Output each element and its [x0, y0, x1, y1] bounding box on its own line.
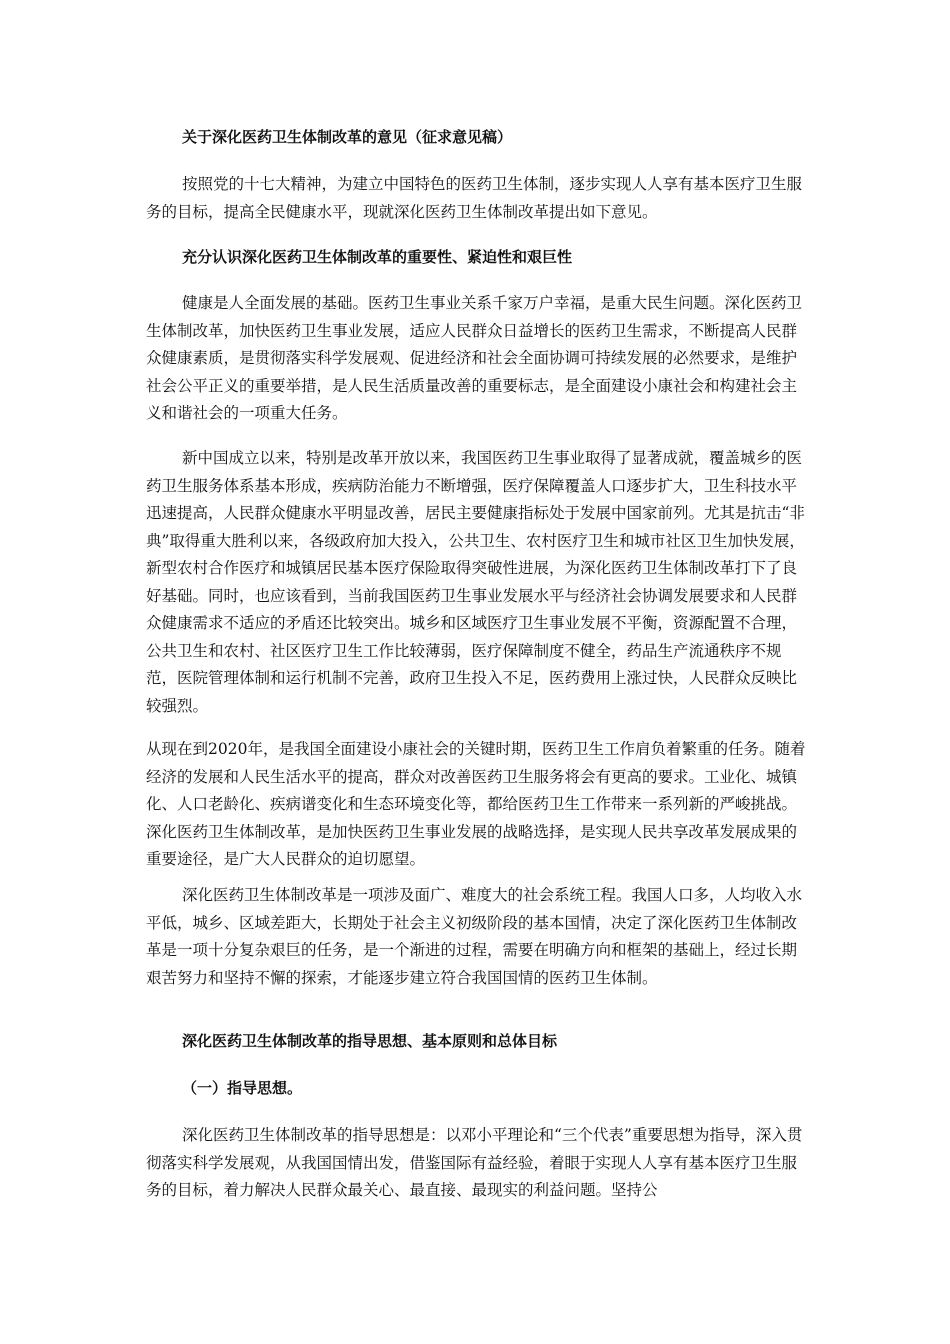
document-title: 关于深化医药卫生体制改革的意见（征求意见稿）	[182, 128, 513, 146]
section-heading-importance: 充分认识深化医药卫生体制改革的重要性、紧迫性和艰巨性	[182, 248, 573, 266]
paragraph-guiding-thought: 深化医药卫生体制改革的指导思想是：以邓小平理论和“三个代表”重要思想为指导，深入贯彻落实科学发展观，从我国国情出发，借鉴国际有益经验，着眼于实现人人享有基本医疗卫生服务的目标，着力解决人民群众最关心、最直接、最现实的利益问题。坚持公	[146, 1126, 803, 1199]
paragraph-achievements-and-problems: 新中国成立以来，特别是改革开放以来，我国医药卫生事业取得了显著成就，覆盖城乡的医药卫生服务体系基本形成，疾病防治能力不断增强，医疗保障覆盖人口逐步扩大，卫生科技水平迅速提高，人民群众健康水平明显改善，居民主要健康指标处于发展中国家前列。尤其是抗击“非典”取得重大胜利以来，各级政府加大投入，公共卫生、农村医疗卫生和城市社区卫生加快发展，新型农村合作医疗和城镇居民基本医疗保险取得突破性进展，为深化医药卫生体制改革打下了良好基础。同时，也应该看到，当前我国医药卫生事业发展水平与经济社会协调发展要求和人民群众健康需求不适应的矛盾还比较突出。城乡和区域医疗卫生事业发展不平衡，资源配置不合理，公共卫生和农村、社区医疗卫生工作比较薄弱，医疗保障制度不健全，药品生产流通秩序不规范，医院管理体制和运行机制不完善，政府卫生投入不足，医药费用上涨过快，人民群众反映比较强烈。	[146, 449, 805, 715]
subsection-heading-guiding-thought: （一）指导思想。	[182, 1079, 303, 1097]
paragraph-health-foundation: 健康是人全面发展的基础。医药卫生事业关系千家万户幸福，是重大民生问题。深化医药卫生体制改革，加快医药卫生事业发展，适应人民群众日益增长的医药卫生需求，不断提高人民群众健康素质，是贯彻落实科学发展观、促进经济和社会全面协调可持续发展的必然要求，是维护社会公平正义的重要举措，是人民生活质量改善的重要标志，是全面建设小康社会和构建社会主义和谐社会的一项重大任务。	[146, 294, 803, 422]
section-heading-guiding-principles: 深化医药卫生体制改革的指导思想、基本原则和总体目标	[182, 1032, 558, 1050]
intro-paragraph: 按照党的十七大精神，为建立中国特色的医药卫生体制，逐步实现人人享有基本医疗卫生服务的目标，提高全民健康水平，现就深化医药卫生体制改革提出如下意见。	[146, 175, 803, 221]
paragraph-2020-tasks: 从现在到2020年，是我国全面建设小康社会的关键时期，医药卫生工作肩负着繁重的任务。随着经济的发展和人民生活水平的提高，群众对改善医药卫生服务将会有更高的要求。工业化、城镇化、人口老龄化、疾病谱变化和生态环境变化等，都给医药卫生工作带来一系列新的严峻挑战。深化医药卫生体制改革，是加快医药卫生事业发展的战略选择，是实现人民共享改革发展成果的重要途径，是广大人民群众的迫切愿望。	[146, 740, 806, 868]
paragraph-systemic-complexity: 深化医药卫生体制改革是一项涉及面广、难度大的社会系统工程。我国人口多，人均收入水平低，城乡、区域差距大，长期处于社会主义初级阶段的基本国情，决定了深化医药卫生体制改革是一项十分复杂艰巨的任务，是一个渐进的过程，需要在明确方向和框架的基础上，经过长期艰苦努力和坚持不懈的探索，才能逐步建立符合我国国情的医药卫生体制。	[146, 886, 803, 987]
